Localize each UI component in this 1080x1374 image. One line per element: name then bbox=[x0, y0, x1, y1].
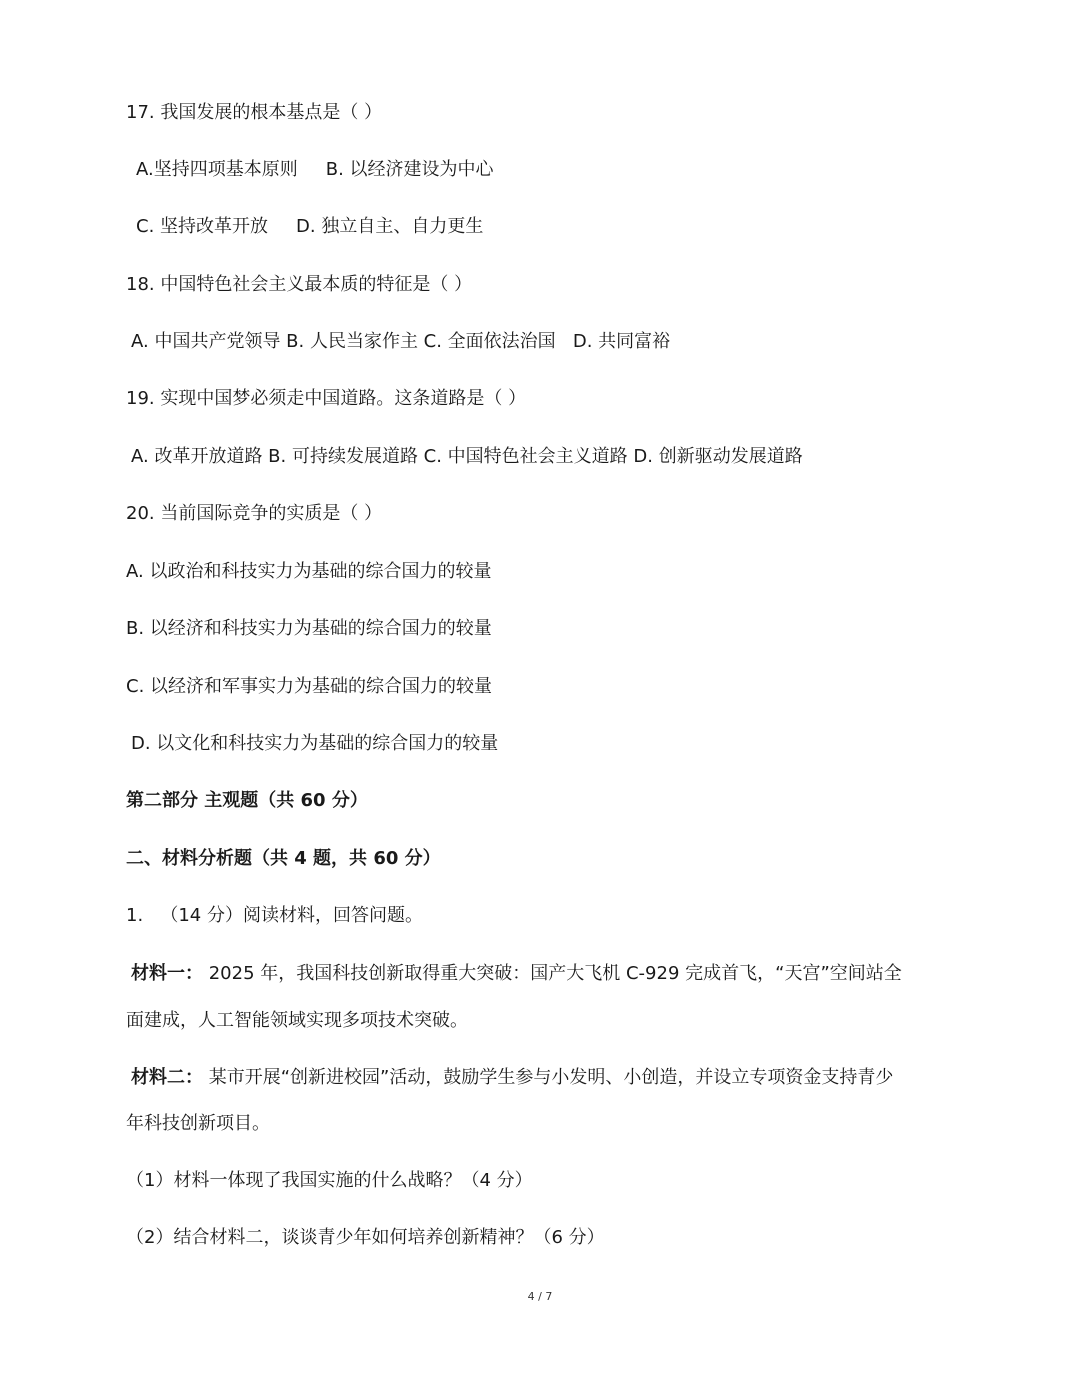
material-one-text: 2025 年，我国科技创新取得重大突破：国产大飞机 C-929 完成首飞，“天宫”空间站全 bbox=[203, 963, 902, 984]
question-19-stem: 19. 实现中国梦必须走中国道路。这条道路是（ ） bbox=[126, 388, 527, 409]
section-heading: 二、材料分析题（共 4 题，共 60 分） bbox=[126, 848, 441, 869]
question-18-stem: 18. 中国特色社会主义最本质的特征是（ ） bbox=[126, 274, 473, 295]
question-17-options-ab bbox=[136, 158, 494, 182]
question-17-options-cd bbox=[136, 215, 483, 239]
sub-question-1: （1）材料一体现了我国实施的什么战略？（4 分） bbox=[126, 1170, 533, 1191]
question-20-option-d: D. 以文化和科技实力为基础的综合国力的较量 bbox=[131, 733, 499, 754]
question-20-option-a: A. 以政治和科技实力为基础的综合国力的较量 bbox=[126, 561, 492, 582]
question-18-options: A. 中国共产党领导 B. 人民当家作主 C. 全面依法治国 D. 共同富裕 bbox=[131, 331, 671, 352]
material-two-line-1 bbox=[131, 1066, 893, 1090]
material-two-line-2: 年科技创新项目。 bbox=[126, 1113, 270, 1134]
page-number: 4 / 7 bbox=[527, 1290, 553, 1303]
question-20-stem: 20. 当前国际竞争的实质是（ ） bbox=[126, 503, 383, 524]
material-two-label: 材料二： bbox=[131, 1067, 203, 1088]
material-two-text: 某市开展“创新进校园”活动，鼓励学生参与小发明、小创造，并设立专项资金支持青少 bbox=[203, 1067, 894, 1088]
sub-question-2: （2）结合材料二，谈谈青少年如何培养创新精神？（6 分） bbox=[126, 1227, 605, 1248]
option-d: D. 独立自主、自力更生 bbox=[296, 216, 484, 237]
option-c: C. 坚持改革开放 bbox=[136, 216, 269, 237]
material-one-line-2: 面建成，人工智能领域实现多项技术突破。 bbox=[126, 1010, 468, 1031]
material-one-label: 材料一： bbox=[131, 963, 203, 984]
question-20-option-b: B. 以经济和科技实力为基础的综合国力的较量 bbox=[126, 618, 492, 639]
part-two-heading: 第二部分 主观题（共 60 分） bbox=[126, 790, 368, 811]
option-b: B. 以经济建设为中心 bbox=[325, 159, 494, 180]
question-20-option-c: C. 以经济和军事实力为基础的综合国力的较量 bbox=[126, 676, 493, 697]
question-17-stem: 17. 我国发展的根本基点是（ ） bbox=[126, 102, 383, 123]
material-question-1-stem: 1. （14 分）阅读材料，回答问题。 bbox=[126, 905, 423, 926]
question-19-options: A. 改革开放道路 B. 可持续发展道路 C. 中国特色社会主义道路 D. 创新驱动发展道路 bbox=[131, 446, 803, 467]
option-a: A.坚持四项基本原则 bbox=[136, 159, 298, 180]
material-one-line-1 bbox=[131, 962, 902, 986]
